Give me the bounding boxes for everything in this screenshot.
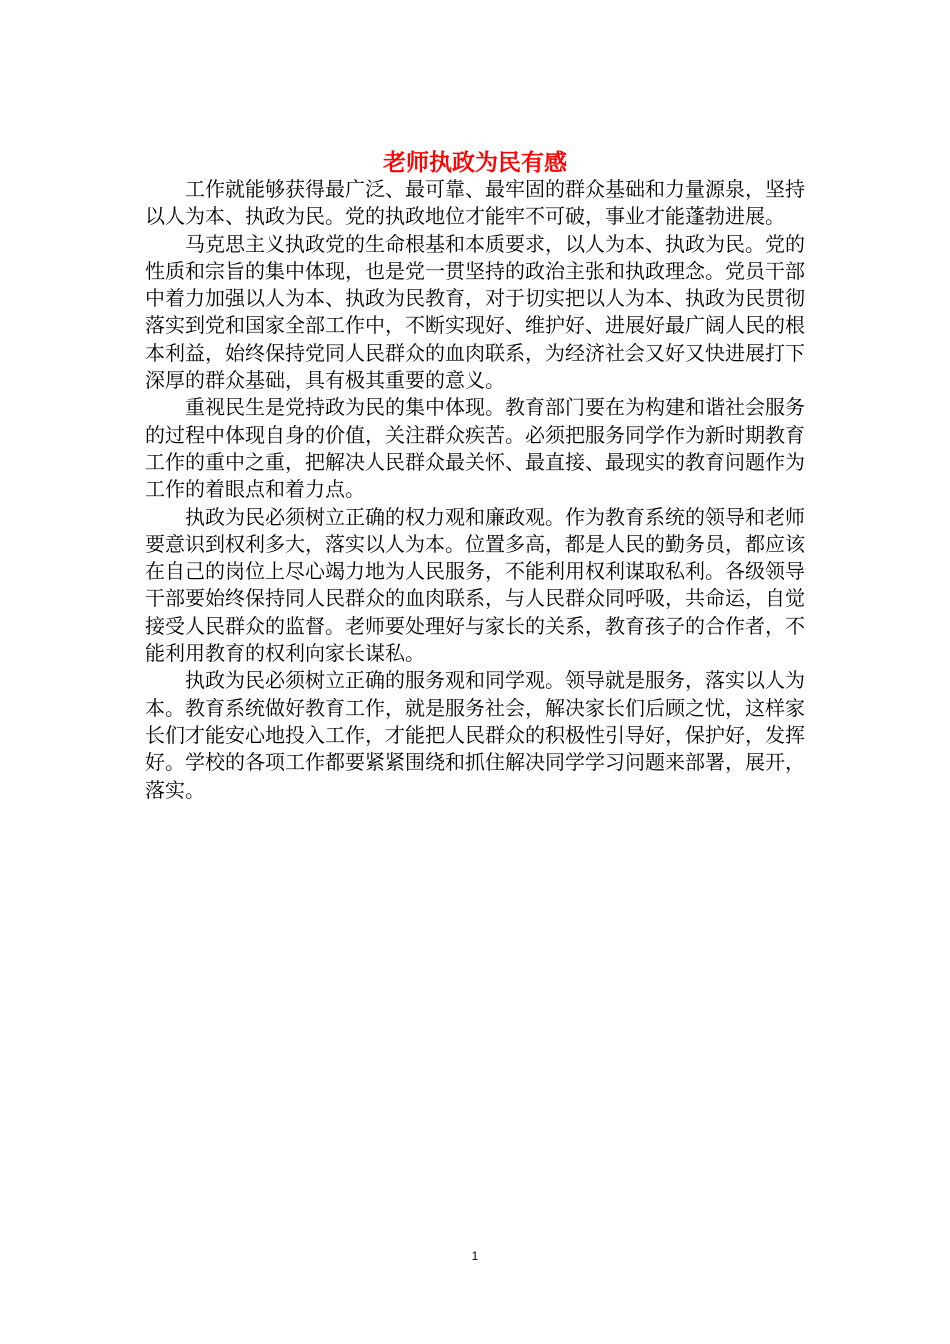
page-number: 1 — [471, 1249, 479, 1263]
paragraph-2: 马克思主义执政党的生命根基和本质要求，以人为本、执政为民。党的性质和宗旨的集中体现，也是党一贯坚持的政治主张和执政理念。党员干部中着力加强以人为本、执政为民教育，对于切实把以人为本、执政为民贯彻落实到党和国家全部工作中，不断实现好、维护好、进展好最广阔人民的根本利益，始终保持党同人民群众的血肉联系，为经济社会又好又快进展打下深厚的群众基础，具有极其重要的意义。 — [145, 231, 805, 393]
document-body — [145, 176, 805, 804]
paragraph-1: 工作就能够获得最广泛、最可靠、最牢固的群众基础和力量源泉，坚持以人为本、执政为民。党的执政地位才能牢不可破，事业才能蓬勃进展。 — [145, 177, 805, 229]
paragraph-5: 执政为民必须树立正确的服务观和同学观。领导就是服务，落实以人为本。教育系统做好教育工作，就是服务社会，解决家长们后顾之忧，这样家长们才能安心地投入工作，才能把人民群众的积极性引导好，保护好，发挥好。学校的各项工作都要紧紧围绕和抓住解决同学学习问题来部署，展开，落实。 — [145, 668, 805, 802]
paragraph-4: 执政为民必须树立正确的权力观和廉政观。作为教育系统的领导和老师要意识到权利多大，落实以人为本。位置多高，都是人民的勤务员，都应该在自己的岗位上尽心竭力地为人民服务，不能利用权利谋取私利。各级领导干部要始终保持同人民群众的血肉联系，与人民群众同呼吸，共命运，自觉接受人民群众的监督。老师要处理好与家长的关系，教育孩子的合作者，不能利用教育的权利向家长谋私。 — [145, 504, 805, 666]
paragraph-3: 重视民生是党持政为民的集中体现。教育部门要在为构建和谐社会服务的过程中体现自身的价值，关注群众疾苦。必须把服务同学作为新时期教育工作的重中之重，把解决人民群众最关怀、最直接、最现实的教育问题作为工作的着眼点和着力点。 — [145, 395, 805, 502]
document-title: 老师执政为民有感 — [383, 149, 567, 177]
